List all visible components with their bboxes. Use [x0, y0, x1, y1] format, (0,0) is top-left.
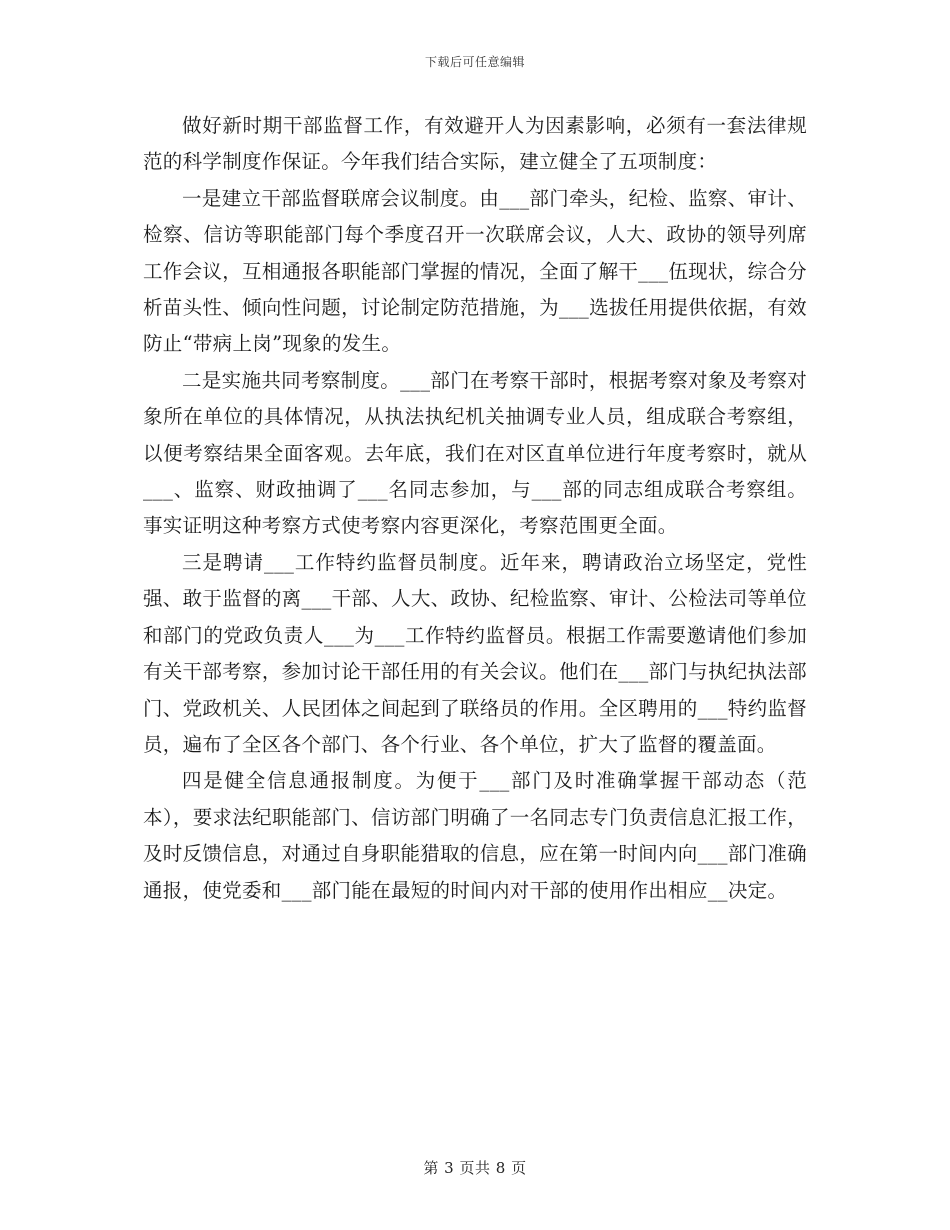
- paragraph-intro: 做好新时期干部监督工作，有效避开人为因素影响，必须有一套法律规范的科学制度作保证。今年我们结合实际，建立健全了五项制度：: [143, 114, 807, 174]
- paragraph-item-2: 二是实施共同考察制度。___部门在考察干部时，根据考察对象及考察对象所在单位的具体情况，从执法执纪机关抽调专业人员，组成联合考察组，以便考察结果全面客观。去年底，我们在对区直单位进行年度考察时，就从___、监察、财政抽调了___名同志参加，与___部的同志组成联合考察组。事实证明这种考察方式使考察内容更深化，考察范围更全面。: [143, 368, 807, 538]
- page-footer: 第 3 页共 8 页: [423, 1159, 527, 1177]
- page-header: 下载后可任意编辑: [424, 55, 525, 69]
- paragraph-item-4: 四是健全信息通报制度。为便于___部门及时准确掌握干部动态（范本），要求法纪职能部门、信访部门明确了一名同志专门负责信息汇报工作，及时反馈信息，对通过自身职能猎取的信息，应在第一时间内向___部门准确通报，使党委和___部门能在最短的时间内对干部的使用作出相应__决定。: [143, 769, 807, 902]
- paragraph-item-3: 三是聘请___工作特约监督员制度。近年来，聘请政治立场坚定，党性强、敢于监督的离___干部、人大、政协、纪检监察、审计、公检法司等单位和部门的党政负责人___为___工作特约监督员。根据工作需要邀请他们参加有关干部考察，参加讨论干部任用的有关会议。他们在___部门与执纪执法部门、党政机关、人民团体之间起到了联络员的作用。全区聘用的___特约监督员，遍布了全区各个部门、各个行业、各个单位，扩大了监督的覆盖面。: [143, 550, 807, 756]
- paragraph-item-1: 一是建立干部监督联席会议制度。由___部门牵头，纪检、监察、审计、检察、信访等职能部门每个季度召开一次联席会议，人大、政协的领导列席工作会议，互相通报各职能部门掌握的情况，全面了解干___伍现状，综合分析苗头性、倾向性问题，讨论制定防范措施，为___选拔任用提供依据，有效防止“带病上岗”现象的发生。: [143, 186, 807, 356]
- document-body: [143, 108, 807, 909]
